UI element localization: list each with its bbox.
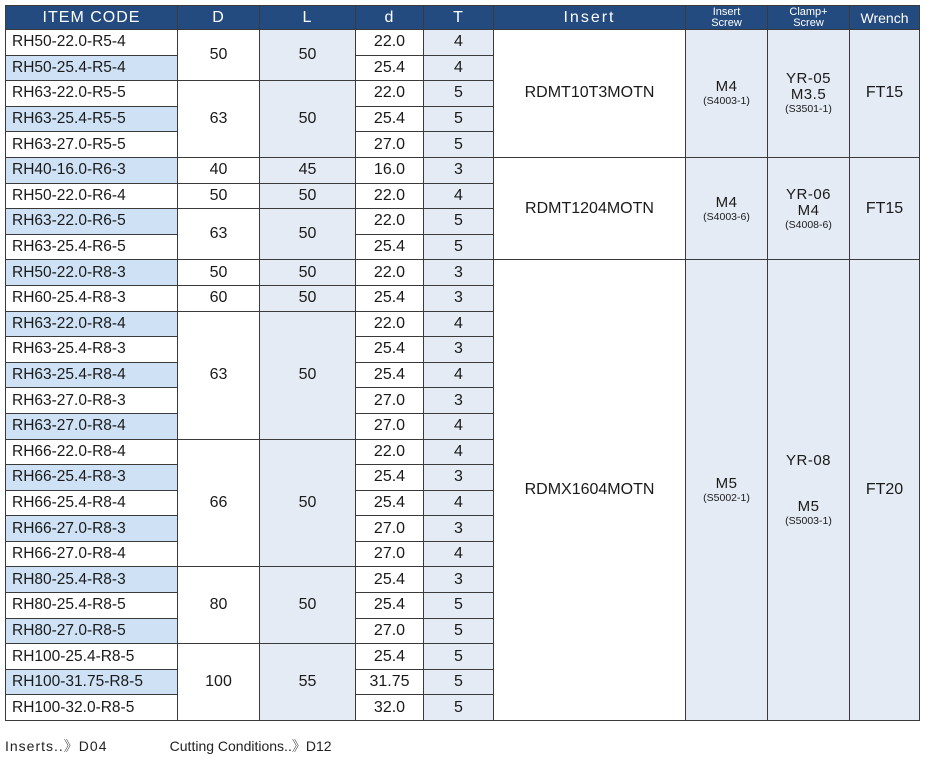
teeth-cell: 5 (424, 618, 494, 644)
bore-cell: 22.0 (356, 30, 424, 56)
bore-cell: 27.0 (356, 618, 424, 644)
d-cell: 63 (178, 209, 260, 260)
bore-cell: 25.4 (356, 567, 424, 593)
col-header-item-code: ITEM CODE (6, 6, 178, 30)
d-cell: 40 (178, 157, 260, 183)
col-header-l: L (260, 6, 356, 30)
col-header-clamp-screw: Clamp+ Screw (768, 6, 850, 30)
wrench-cell: FT20 (850, 260, 920, 721)
teeth-cell: 5 (424, 209, 494, 235)
l-cell: 50 (260, 183, 356, 209)
table-row (6, 157, 920, 183)
bore-cell: 27.0 (356, 413, 424, 439)
teeth-cell: 3 (424, 516, 494, 542)
d-cell: 50 (178, 260, 260, 286)
item-code-cell: RH80-25.4-R8-3 (6, 567, 178, 593)
item-code-cell: RH63-27.0-R5-5 (6, 132, 178, 158)
item-code-cell: RH63-27.0-R8-3 (6, 388, 178, 414)
insert-cell: RDMT10T3MOTN (494, 30, 686, 158)
l-cell: 50 (260, 439, 356, 567)
bore-cell: 25.4 (356, 465, 424, 491)
bore-cell: 31.75 (356, 669, 424, 695)
teeth-cell: 5 (424, 106, 494, 132)
item-code-cell: RH63-25.4-R5-5 (6, 106, 178, 132)
bore-cell: 22.0 (356, 81, 424, 107)
col-header-d-lower: d (356, 6, 424, 30)
bore-cell: 25.4 (356, 490, 424, 516)
teeth-cell: 3 (424, 465, 494, 491)
l-cell: 45 (260, 157, 356, 183)
col-header-insert: Insert (494, 6, 686, 30)
teeth-cell: 4 (424, 311, 494, 337)
l-cell: 50 (260, 30, 356, 81)
wrench-cell: FT15 (850, 157, 920, 259)
bore-cell: 25.4 (356, 234, 424, 260)
teeth-cell: 3 (424, 285, 494, 311)
teeth-cell: 5 (424, 644, 494, 670)
l-cell: 50 (260, 285, 356, 311)
bore-cell: 22.0 (356, 311, 424, 337)
wrench-cell: FT15 (850, 30, 920, 158)
teeth-cell: 3 (424, 388, 494, 414)
l-cell: 50 (260, 567, 356, 644)
teeth-cell: 4 (424, 30, 494, 56)
item-code-cell: RH66-27.0-R8-4 (6, 541, 178, 567)
clamp-screw-cell: YR-05 M3.5 (S3501-1) (768, 30, 850, 158)
insert-cell: RDMX1604MOTN (494, 260, 686, 721)
bore-cell: 25.4 (356, 644, 424, 670)
footer-references (5, 736, 390, 756)
d-cell: 100 (178, 644, 260, 721)
item-code-cell: RH63-22.0-R6-5 (6, 209, 178, 235)
teeth-cell: 4 (424, 439, 494, 465)
inserts-page-link[interactable]: Inserts..》D04 (5, 738, 108, 754)
teeth-cell: 5 (424, 695, 494, 721)
bore-cell: 25.4 (356, 285, 424, 311)
cutting-conditions-page-link[interactable]: Cutting Conditions..》D12 (169, 738, 332, 754)
d-cell: 63 (178, 81, 260, 158)
d-cell: 66 (178, 439, 260, 567)
item-code-cell: RH100-32.0-R8-5 (6, 695, 178, 721)
bore-cell: 22.0 (356, 209, 424, 235)
d-cell: 80 (178, 567, 260, 644)
teeth-cell: 3 (424, 260, 494, 286)
bore-cell: 25.4 (356, 337, 424, 363)
teeth-cell: 5 (424, 593, 494, 619)
tool-spec-table (5, 5, 920, 721)
col-header-d-upper: D (178, 6, 260, 30)
d-cell: 60 (178, 285, 260, 311)
insert-screw-cell: M5 (S5002-1) (686, 260, 768, 721)
d-cell: 50 (178, 30, 260, 81)
teeth-cell: 4 (424, 183, 494, 209)
d-cell: 63 (178, 311, 260, 439)
item-code-cell: RH50-22.0-R6-4 (6, 183, 178, 209)
bore-cell: 22.0 (356, 439, 424, 465)
l-cell: 50 (260, 81, 356, 158)
item-code-cell: RH63-22.0-R8-4 (6, 311, 178, 337)
item-code-cell: RH100-25.4-R8-5 (6, 644, 178, 670)
item-code-cell: RH66-27.0-R8-3 (6, 516, 178, 542)
teeth-cell: 4 (424, 490, 494, 516)
teeth-cell: 5 (424, 669, 494, 695)
item-code-cell: RH63-27.0-R8-4 (6, 413, 178, 439)
item-code-cell: RH80-25.4-R8-5 (6, 593, 178, 619)
bore-cell: 25.4 (356, 362, 424, 388)
item-code-cell: RH63-22.0-R5-5 (6, 81, 178, 107)
item-code-cell: RH63-25.4-R8-4 (6, 362, 178, 388)
teeth-cell: 4 (424, 413, 494, 439)
teeth-cell: 4 (424, 55, 494, 81)
bore-cell: 22.0 (356, 260, 424, 286)
teeth-cell: 3 (424, 337, 494, 363)
item-code-cell: RH66-25.4-R8-4 (6, 490, 178, 516)
item-code-cell: RH50-22.0-R5-4 (6, 30, 178, 56)
bore-cell: 27.0 (356, 132, 424, 158)
table-row (6, 260, 920, 286)
item-code-cell: RH40-16.0-R6-3 (6, 157, 178, 183)
d-cell: 50 (178, 183, 260, 209)
insert-screw-cell: M4 (S4003-1) (686, 30, 768, 158)
item-code-cell: RH66-22.0-R8-4 (6, 439, 178, 465)
bore-cell: 16.0 (356, 157, 424, 183)
bore-cell: 25.4 (356, 106, 424, 132)
table-header-row (6, 6, 920, 30)
bore-cell: 27.0 (356, 516, 424, 542)
teeth-cell: 3 (424, 567, 494, 593)
clamp-screw-cell: YR-06 M4 (S4008-6) (768, 157, 850, 259)
l-cell: 50 (260, 209, 356, 260)
col-header-insert-screw: Insert Screw (686, 6, 768, 30)
l-cell: 50 (260, 260, 356, 286)
teeth-cell: 4 (424, 362, 494, 388)
item-code-cell: RH50-25.4-R5-4 (6, 55, 178, 81)
bore-cell: 27.0 (356, 541, 424, 567)
bore-cell: 32.0 (356, 695, 424, 721)
table-row (6, 30, 920, 56)
item-code-cell: RH60-25.4-R8-3 (6, 285, 178, 311)
col-header-wrench: Wrench (850, 6, 920, 30)
item-code-cell: RH80-27.0-R8-5 (6, 618, 178, 644)
insert-cell: RDMT1204MOTN (494, 157, 686, 259)
col-header-t: T (424, 6, 494, 30)
l-cell: 55 (260, 644, 356, 721)
item-code-cell: RH66-25.4-R8-3 (6, 465, 178, 491)
item-code-cell: RH50-22.0-R8-3 (6, 260, 178, 286)
item-code-cell: RH63-25.4-R8-3 (6, 337, 178, 363)
bore-cell: 27.0 (356, 388, 424, 414)
teeth-cell: 5 (424, 81, 494, 107)
item-code-cell: RH63-25.4-R6-5 (6, 234, 178, 260)
l-cell: 50 (260, 311, 356, 439)
teeth-cell: 5 (424, 132, 494, 158)
teeth-cell: 3 (424, 157, 494, 183)
bore-cell: 25.4 (356, 593, 424, 619)
teeth-cell: 4 (424, 541, 494, 567)
teeth-cell: 5 (424, 234, 494, 260)
bore-cell: 25.4 (356, 55, 424, 81)
clamp-screw-cell: YR-08 M5 (S5003-1) (768, 260, 850, 721)
insert-screw-cell: M4 (S4003-6) (686, 157, 768, 259)
item-code-cell: RH100-31.75-R8-5 (6, 669, 178, 695)
bore-cell: 22.0 (356, 183, 424, 209)
